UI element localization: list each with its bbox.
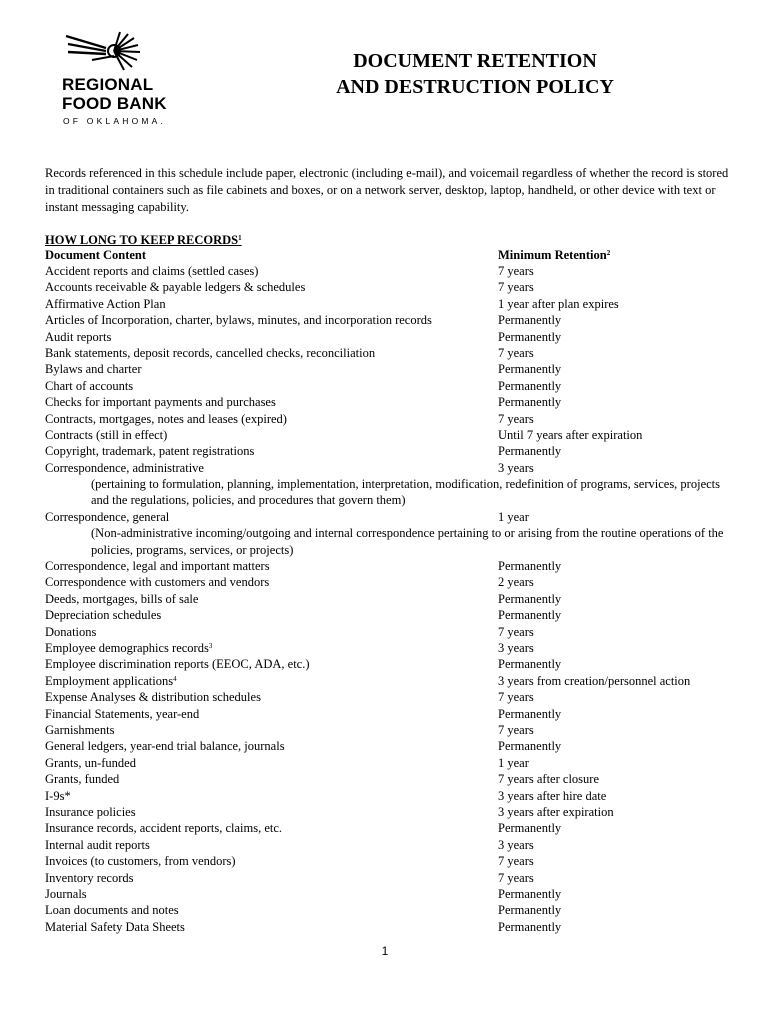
retention-cell: Permanently <box>498 378 562 393</box>
document-content-text: Correspondence, administrative <box>45 460 204 475</box>
document-content-cell <box>45 837 150 853</box>
table-row <box>45 919 745 935</box>
column-header-content: Document Content <box>45 248 147 262</box>
retention-cell: 1 year <box>498 509 529 524</box>
retention-cell: Permanently <box>498 559 562 574</box>
document-content-text: Invoices (to customers, from vendors) <box>45 854 236 869</box>
retention-cell: Permanently <box>498 706 562 721</box>
section-heading-text: HOW LONG TO KEEP RECORDS <box>45 233 239 247</box>
table-row <box>45 902 745 918</box>
document-content-text: Material Safety Data Sheets <box>45 919 185 934</box>
document-content-text: Bylaws and charter <box>45 362 142 377</box>
retention-cell: Permanently <box>498 739 562 754</box>
table-row <box>45 673 745 689</box>
table-row <box>45 706 745 722</box>
document-content-cell <box>45 460 204 476</box>
document-content-cell <box>45 624 96 640</box>
document-content-cell <box>45 411 287 427</box>
retention-cell: 7 years <box>498 280 534 295</box>
title-line1: DOCUMENT RETENTION <box>353 50 597 72</box>
document-content-cell <box>45 640 212 656</box>
document-content-text: Accounts receivable & payable ledgers & schedules <box>45 280 306 295</box>
document-content-text: Checks for important payments and purchases <box>45 395 276 410</box>
table-row <box>45 443 745 459</box>
retention-cell: Permanently <box>498 313 562 328</box>
document-content-text: Employee demographics records <box>45 641 209 656</box>
table-row <box>45 574 745 590</box>
document-content-text: Garnishments <box>45 723 115 737</box>
document-content-text: Inventory records <box>45 870 134 885</box>
retention-cell: 7 years after closure <box>498 772 599 787</box>
document-content-cell <box>45 706 199 722</box>
retention-cell: Permanently <box>498 657 562 672</box>
document-content-cell <box>45 607 161 623</box>
document-content-text: Correspondence with customers and vendors <box>45 575 270 590</box>
section-heading-footnote: 1 <box>238 234 242 242</box>
title-line2: AND DESTRUCTION POLICY <box>336 76 614 98</box>
document-content-text: Copyright, trademark, patent registrations <box>45 444 255 459</box>
table-row <box>45 427 745 443</box>
retention-cell: Permanently <box>498 329 562 344</box>
document-content-cell <box>45 329 111 345</box>
document-content-cell <box>45 722 114 738</box>
document-content-cell <box>45 509 169 525</box>
page-number: 1 <box>381 944 389 958</box>
table-row <box>45 591 745 607</box>
table-row <box>45 509 745 525</box>
table-row <box>45 460 745 476</box>
table-row <box>45 378 745 394</box>
retention-cell: Permanently <box>498 886 562 901</box>
footnote-marker: 4 <box>173 674 177 683</box>
document-content-cell <box>45 919 185 935</box>
table-row <box>45 755 745 771</box>
logo-text-line3: OF OKLAHOMA. <box>63 116 167 126</box>
document-content-text: Affirmative Action Plan <box>45 296 166 311</box>
retention-cell: Permanently <box>498 608 562 623</box>
retention-cell: 3 years <box>498 460 534 475</box>
table-row <box>45 804 745 820</box>
document-content-cell <box>45 902 179 918</box>
table-row <box>45 279 745 295</box>
document-content-text: Internal audit reports <box>45 837 150 852</box>
document-content-cell <box>45 312 432 328</box>
table-row <box>45 361 745 377</box>
retention-cell: 7 years <box>498 690 534 705</box>
retention-cell: Permanently <box>498 919 562 934</box>
table-row <box>45 624 745 640</box>
retention-cell: Permanently <box>498 444 562 459</box>
document-content-cell <box>45 738 285 754</box>
document-content-text: Insurance records, accident reports, claims, etc. <box>45 821 283 836</box>
document-content-cell <box>45 378 133 394</box>
table-row <box>45 411 745 427</box>
retention-cell: Permanently <box>498 591 562 606</box>
document-content-cell <box>45 279 305 295</box>
table-row <box>45 640 745 656</box>
retention-cell: 7 years <box>498 624 534 639</box>
note-text: (pertaining to formulation, planning, implementation, interpretation, modification, redefinition of programs, services, projects and the regulations, policies, and procedures that govern them) <box>91 477 720 508</box>
document-content-cell <box>45 263 258 279</box>
column-header-retention-footnote: 2 <box>606 249 611 257</box>
table-row <box>45 689 745 705</box>
retention-table <box>45 263 745 935</box>
document-content-text: Journals <box>45 886 87 901</box>
document-content-text: Audit reports <box>45 329 112 344</box>
retention-cell: 3 years after hire date <box>498 788 607 803</box>
table-row <box>45 329 745 345</box>
document-content-text: Bank statements, deposit records, cancelled checks, reconciliation <box>45 345 376 360</box>
document-content-text: I-9s* <box>45 788 71 803</box>
document-content-cell <box>45 886 87 902</box>
document-content-cell <box>45 804 136 820</box>
document-content-text: Expense Analyses & distribution schedules <box>45 690 261 705</box>
document-content-cell <box>45 591 198 607</box>
document-content-cell <box>45 574 269 590</box>
retention-cell: 7 years <box>498 345 534 360</box>
document-content-text: Correspondence, general <box>45 509 170 524</box>
document-content-text: Accident reports and claims (settled cases) <box>45 264 259 278</box>
table-row <box>45 263 745 279</box>
document-content-cell <box>45 394 276 410</box>
document-content-text: Contracts (still in effect) <box>45 427 168 442</box>
retention-cell: 7 years <box>498 723 534 737</box>
table-note <box>45 525 745 558</box>
fork-sunburst-icon <box>62 30 142 72</box>
document-content-cell <box>45 853 236 869</box>
retention-cell: 3 years from creation/personnel action <box>498 673 691 688</box>
table-row <box>45 656 745 672</box>
retention-cell: 2 years <box>498 575 534 590</box>
document-content-text: Insurance policies <box>45 804 136 819</box>
document-content-text: General ledgers, year-end trial balance, journals <box>45 739 285 754</box>
retention-cell: 3 years <box>498 837 534 852</box>
retention-cell: 1 year after plan expires <box>498 296 619 311</box>
table-note <box>45 476 745 509</box>
logo-text-line1: REGIONAL <box>62 75 154 94</box>
retention-cell: 1 year <box>498 755 529 770</box>
document-content-text: Depreciation schedules <box>45 608 162 623</box>
document-content-cell <box>45 427 167 443</box>
document-content-text: Chart of accounts <box>45 378 134 393</box>
table-row <box>45 345 745 361</box>
intro-paragraph: Records referenced in this schedule include paper, electronic (including e-mail), and voicemail regardless of whether the record is stored in traditional containers such as file cabinets and boxes, or on a network server, desktop, laptop, handheld, or other device with text or instant messaging capability. <box>45 166 729 214</box>
table-row <box>45 722 745 738</box>
footnote-marker: 3 <box>208 642 213 651</box>
column-header-retention-text: Minimum Retention <box>498 248 607 262</box>
retention-cell: 3 years <box>498 641 534 656</box>
table-row <box>45 738 745 754</box>
document-content-cell <box>45 558 270 574</box>
document-content-cell <box>45 689 261 705</box>
table-row <box>45 394 745 410</box>
document-content-text: Financial Statements, year-end <box>45 706 200 721</box>
table-row <box>45 312 745 328</box>
document-content-cell <box>45 788 71 804</box>
table-row <box>45 886 745 902</box>
retention-cell: Until 7 years after expiration <box>498 427 643 442</box>
table-row <box>45 820 745 836</box>
document-content-text: Employee discrimination reports (EEOC, ADA, etc.) <box>45 657 310 672</box>
retention-cell: Permanently <box>498 903 562 918</box>
document-content-text: Deeds, mortgages, bills of sale <box>45 591 199 606</box>
document-content-text: Correspondence, legal and important matters <box>45 559 270 574</box>
document-content-text: Articles of Incorporation, charter, bylaws, minutes, and incorporation records <box>45 313 432 328</box>
document-content-text: Contracts, mortgages, notes and leases (expired) <box>45 411 287 426</box>
document-content-cell <box>45 656 310 672</box>
document-content-cell <box>45 755 136 771</box>
table-row <box>45 771 745 787</box>
column-header-retention <box>498 247 610 264</box>
retention-cell: Permanently <box>498 395 562 410</box>
retention-cell: 7 years <box>498 870 534 885</box>
retention-cell: 7 years <box>498 264 534 278</box>
retention-cell: 7 years <box>498 411 534 426</box>
table-row <box>45 853 745 869</box>
document-content-cell <box>45 673 177 689</box>
table-row <box>45 788 745 804</box>
document-content-text: Employment applications <box>45 673 174 688</box>
table-row <box>45 296 745 312</box>
document-content-text: Donations <box>45 624 97 639</box>
document-content-cell <box>45 443 254 459</box>
note-text: (Non-administrative incoming/outgoing and internal correspondence pertaining to or arising from the routine operations of the policies, programs, services, or projects) <box>91 526 724 557</box>
document-content-cell <box>45 771 119 787</box>
retention-cell: Permanently <box>498 362 562 377</box>
document-content-text: Loan documents and notes <box>45 903 179 918</box>
document-content-text: Grants, funded <box>45 772 120 787</box>
retention-cell: 7 years <box>498 854 534 869</box>
document-title <box>300 48 650 100</box>
document-content-cell <box>45 296 166 312</box>
document-content-text: Grants, un-funded <box>45 755 136 770</box>
logo-text-line2: FOOD BANK <box>62 94 167 113</box>
table-row <box>45 870 745 886</box>
document-content-cell <box>45 361 142 377</box>
table-row <box>45 837 745 853</box>
table-row <box>45 558 745 574</box>
document-content-cell <box>45 345 375 361</box>
table-row <box>45 607 745 623</box>
document-content-cell <box>45 870 134 886</box>
retention-cell: 3 years after expiration <box>498 804 614 819</box>
retention-cell: Permanently <box>498 821 562 836</box>
organization-logo <box>60 30 170 130</box>
document-content-cell <box>45 820 282 836</box>
